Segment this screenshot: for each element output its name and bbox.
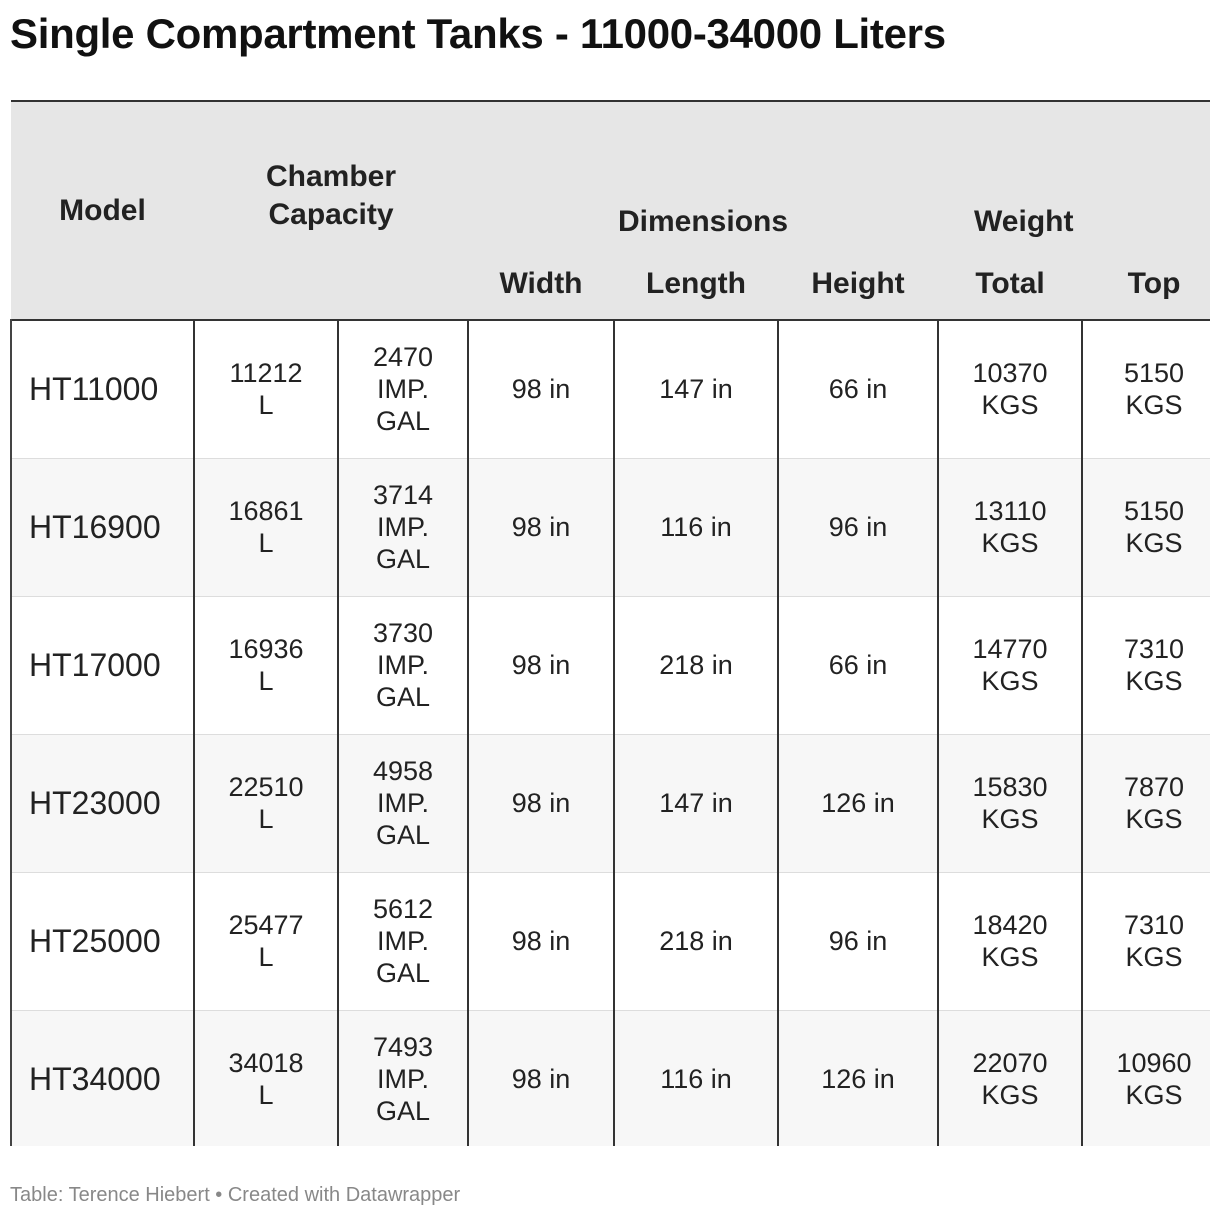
cell-capacity-gallons-value: 3714 (372, 480, 434, 510)
cell-weight-top-value: 10960 (1116, 1048, 1192, 1078)
cell-capacity-gallons-unit: IMP. (376, 512, 429, 542)
cell-capacity-liters (194, 1010, 338, 1146)
cell-length: 218 in (614, 872, 778, 1010)
cell-weight-total-unit: KGS (981, 666, 1039, 696)
header-height[interactable]: Height (778, 249, 938, 320)
cell-capacity-liters (194, 458, 338, 596)
cell-capacity-gallons-unit2: GAL (375, 682, 430, 712)
data-table (10, 100, 1210, 1146)
cell-weight-top-unit: KGS (1125, 804, 1183, 834)
cell-width: 98 in (468, 872, 614, 1010)
cell-capacity-liters-value: 22510 (228, 772, 304, 802)
cell-capacity-gallons (338, 596, 468, 734)
header-total[interactable]: Total (938, 249, 1082, 320)
cell-model: HT23000 (11, 734, 194, 872)
cell-height: 66 in (778, 596, 938, 734)
cell-weight-top-value: 5150 (1123, 496, 1185, 526)
cell-width: 98 in (468, 458, 614, 596)
cell-capacity-gallons-unit2: GAL (375, 958, 430, 988)
cell-weight-total (938, 1010, 1082, 1146)
cell-capacity-liters-value: 34018 (228, 1048, 304, 1078)
cell-capacity-liters-value: 16861 (228, 496, 304, 526)
cell-weight-total-value: 18420 (972, 910, 1048, 940)
header-weight: Weight (938, 101, 1210, 249)
cell-weight-total-value: 15830 (972, 772, 1048, 802)
header-model[interactable]: Model (11, 101, 194, 320)
cell-weight-total-value: 10370 (972, 358, 1048, 389)
table-header (11, 101, 1210, 320)
cell-capacity-gallons-unit2: GAL (375, 544, 430, 574)
header-top[interactable]: Top (1082, 249, 1210, 320)
cell-weight-top (1082, 1010, 1210, 1146)
cell-weight-total (938, 734, 1082, 872)
cell-height: 126 in (778, 734, 938, 872)
cell-length: 147 in (614, 734, 778, 872)
header-width[interactable]: Width (468, 249, 614, 320)
cell-weight-total-unit: KGS (981, 390, 1039, 421)
cell-capacity-liters-value: 11212 (229, 358, 303, 389)
cell-weight-total-value: 13110 (973, 496, 1047, 526)
cell-weight-top-unit: KGS (1125, 666, 1183, 696)
header-length[interactable]: Length (614, 249, 778, 320)
cell-model: HT11000 (11, 320, 194, 458)
cell-capacity-gallons-unit2: GAL (375, 820, 430, 850)
cell-weight-total-unit: KGS (981, 528, 1039, 558)
cell-weight-total-unit: KGS (981, 1080, 1039, 1110)
cell-model: HT16900 (11, 458, 194, 596)
cell-weight-top-unit: KGS (1125, 390, 1183, 421)
cell-weight-top-unit: KGS (1125, 942, 1183, 972)
table-row (11, 734, 1210, 872)
header-chamber-capacity[interactable] (194, 101, 468, 320)
cell-length: 218 in (614, 596, 778, 734)
cell-capacity-gallons-unit2: GAL (375, 1096, 430, 1126)
cell-capacity-gallons (338, 458, 468, 596)
cell-capacity-gallons-unit2: GAL (375, 406, 430, 437)
cell-weight-top (1082, 320, 1210, 458)
cell-capacity-gallons (338, 1010, 468, 1146)
table-row (11, 320, 1210, 458)
cell-capacity-gallons-value: 2470 (372, 342, 434, 373)
header-dimensions: Dimensions (468, 101, 938, 249)
cell-height: 96 in (778, 458, 938, 596)
table-row (11, 1010, 1210, 1146)
cell-width: 98 in (468, 320, 614, 458)
cell-capacity-liters-unit: L (258, 528, 274, 558)
cell-length: 116 in (614, 1010, 778, 1146)
cell-weight-total (938, 320, 1082, 458)
header-chamber-capacity-label: Chamber Capacity (265, 160, 397, 231)
cell-weight-top-unit: KGS (1125, 528, 1183, 558)
cell-capacity-liters-unit: L (258, 942, 274, 972)
table-row (11, 458, 1210, 596)
cell-weight-top-value: 7870 (1123, 772, 1185, 802)
table-body (11, 320, 1210, 1146)
cell-capacity-liters-unit: L (258, 666, 274, 696)
cell-width: 98 in (468, 1010, 614, 1146)
data-table-container[interactable] (10, 100, 1210, 1146)
cell-capacity-liters (194, 596, 338, 734)
cell-capacity-gallons (338, 320, 468, 458)
cell-capacity-gallons-value: 7493 (372, 1032, 434, 1062)
cell-weight-top-value: 7310 (1123, 910, 1185, 940)
cell-capacity-liters-value: 16936 (228, 634, 304, 664)
table-title: Single Compartment Tanks - 11000-34000 Liters (10, 10, 946, 57)
cell-weight-total-value: 22070 (972, 1048, 1048, 1078)
cell-model: HT17000 (11, 596, 194, 734)
cell-capacity-gallons (338, 872, 468, 1010)
cell-weight-top-value: 7310 (1123, 634, 1185, 664)
cell-weight-total-unit: KGS (981, 942, 1039, 972)
cell-capacity-gallons (338, 734, 468, 872)
cell-width: 98 in (468, 596, 614, 734)
cell-length: 116 in (614, 458, 778, 596)
cell-width: 98 in (468, 734, 614, 872)
cell-weight-top-unit: KGS (1125, 1080, 1183, 1110)
cell-capacity-liters-unit: L (258, 390, 274, 421)
source-footer: Table: Terence Hiebert • Created with Datawrapper (10, 1184, 461, 1206)
table-row (11, 872, 1210, 1010)
cell-weight-total (938, 872, 1082, 1010)
cell-capacity-gallons-value: 4958 (372, 756, 434, 786)
cell-weight-top (1082, 458, 1210, 596)
cell-weight-total-value: 14770 (972, 634, 1048, 664)
cell-height: 96 in (778, 872, 938, 1010)
cell-capacity-liters (194, 734, 338, 872)
cell-capacity-gallons-unit: IMP. (376, 374, 429, 405)
cell-capacity-gallons-unit: IMP. (376, 1064, 429, 1094)
cell-capacity-liters (194, 872, 338, 1010)
cell-capacity-liters-unit: L (258, 1080, 274, 1110)
cell-weight-total (938, 596, 1082, 734)
cell-weight-top (1082, 596, 1210, 734)
cell-capacity-liters-value: 25477 (228, 910, 304, 940)
cell-weight-total (938, 458, 1082, 596)
table-row (11, 596, 1210, 734)
cell-capacity-gallons-unit: IMP. (376, 650, 429, 680)
cell-capacity-liters (194, 320, 338, 458)
cell-capacity-gallons-unit: IMP. (376, 926, 429, 956)
cell-capacity-gallons-value: 3730 (372, 618, 434, 648)
cell-height: 66 in (778, 320, 938, 458)
cell-capacity-liters-unit: L (258, 804, 274, 834)
cell-model: HT34000 (11, 1010, 194, 1146)
cell-weight-top (1082, 734, 1210, 872)
cell-capacity-gallons-value: 5612 (372, 894, 434, 924)
cell-model: HT25000 (11, 872, 194, 1010)
cell-weight-top (1082, 872, 1210, 1010)
cell-length: 147 in (614, 320, 778, 458)
cell-weight-top-value: 5150 (1123, 358, 1185, 389)
cell-capacity-gallons-unit: IMP. (376, 788, 429, 818)
cell-weight-total-unit: KGS (981, 804, 1039, 834)
cell-height: 126 in (778, 1010, 938, 1146)
